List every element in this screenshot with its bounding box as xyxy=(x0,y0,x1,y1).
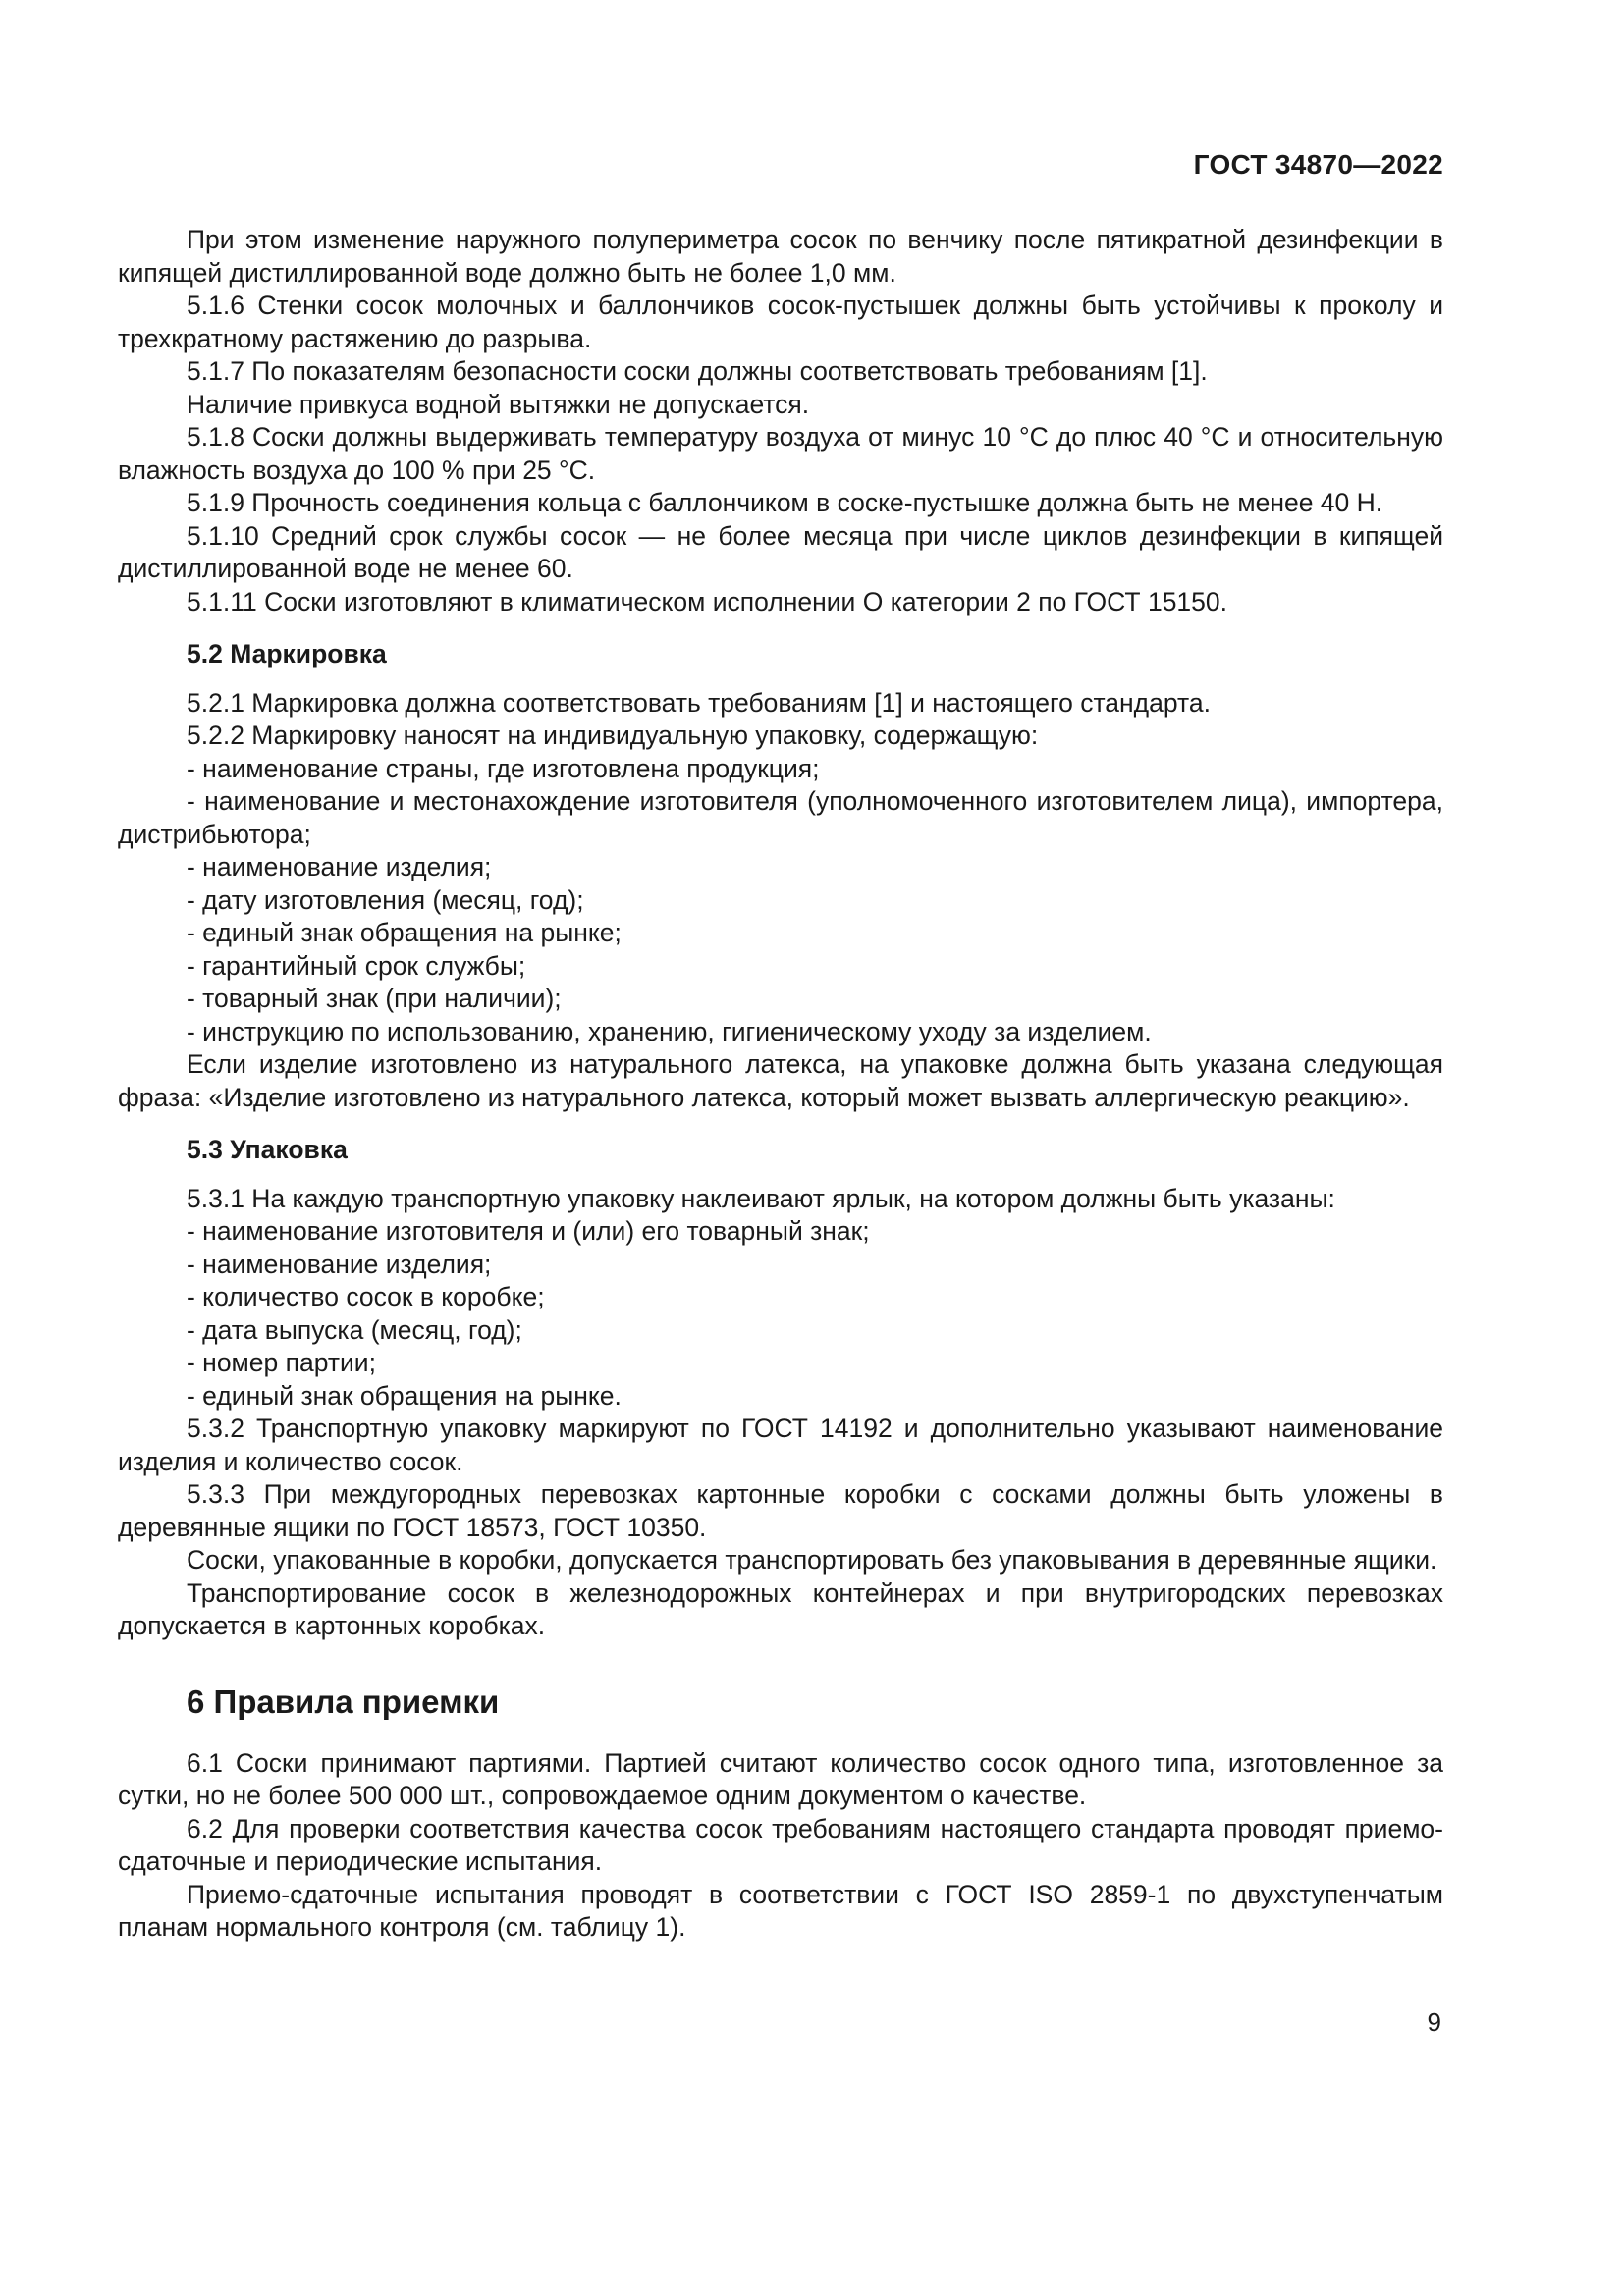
paragraph: 5.2.1 Маркировка должна соответствовать требованиям [1] и настоящего стандарта. xyxy=(187,687,1211,718)
paragraph: 5.1.9 Прочность соединения кольца с баллончиком в соске-пустышке должна быть не менее 40 Н. xyxy=(187,488,1383,517)
list-item: - количество сосок в коробке; xyxy=(187,1282,545,1311)
list-item: - наименование страны, где изготовлена продукция; xyxy=(187,753,820,783)
paragraph: Если изделие изготовлено из натурального латекса, на упаковке должна быть указана следующая фраза: «Изделие изготовлено из натурального латекса, который может вызвать аллергическую реакцию». xyxy=(118,1049,1443,1112)
paragraph: 6.1 Соски принимают партиями. Партией считают количество сосок одного типа, изготовленное за сутки, но не более 500 000 шт., сопровождаемое одним документом о качестве. xyxy=(118,1747,1443,1810)
section-heading-marking: 5.2 Маркировка xyxy=(187,639,387,668)
paragraph: 5.3.2 Транспортную упаковку маркируют по ГОСТ 14192 и дополнительно указывают наименование изделия и количество сосок. xyxy=(118,1414,1443,1476)
list-item: - товарный знак (при наличии); xyxy=(187,984,562,1013)
paragraph: 5.3.3 При междугородных перевозках картонные коробки с сосками должны быть уложены в деревянные ящики по ГОСТ 18573, ГОСТ 10350. xyxy=(118,1479,1443,1542)
list-item: - единый знак обращения на рынке. xyxy=(187,1380,622,1411)
section-packaging xyxy=(118,1183,1443,1643)
list-item: - дату изготовления (месяц, год); xyxy=(187,884,584,915)
list-item: - наименование изготовителя и (или) его товарный знак; xyxy=(187,1216,870,1246)
paragraph: 5.1.8 Соски должны выдерживать температуру воздуха от минус 10 °С до плюс 40 °С и относительную влажность воздуха до 100 % при 25 °С. xyxy=(118,422,1443,485)
section-heading-packaging: 5.3 Упаковка xyxy=(187,1135,348,1164)
page-number: 9 xyxy=(1427,2007,1441,2037)
list-item: - номер партии; xyxy=(187,1348,376,1377)
paragraph: 5.1.11 Соски изготовляют в климатическом исполнении О категории 2 по ГОСТ 15150. xyxy=(187,586,1228,616)
list-item: - наименование и местонахождение изготовителя (уполномоченного изготовителем лица), импортера, дистрибьютора; xyxy=(118,786,1443,849)
section-marking xyxy=(118,687,1443,1115)
list-item: - гарантийный срок службы; xyxy=(187,950,526,981)
paragraph: Соски, упакованные в коробки, допускается транспортировать без упаковывания в деревянные ящики. xyxy=(187,1545,1437,1575)
document-body xyxy=(118,224,1443,1945)
intro-block xyxy=(118,224,1443,618)
paragraph: 5.1.7 По показателям безопасности соски должны соответствовать требованиям [1]. xyxy=(187,356,1208,386)
paragraph: Транспортирование сосок в железнодорожных контейнерах и при внутригородских перевозках допускается в картонных коробках. xyxy=(118,1577,1443,1640)
section-acceptance xyxy=(118,1747,1443,1945)
paragraph: 5.1.6 Стенки сосок молочных и баллончиков сосок-пустышек должны быть устойчивы к проколу и трехкратному растяжению до разрыва. xyxy=(118,291,1443,353)
list-item: - инструкцию по использованию, хранению, гигиеническому уходу за изделием. xyxy=(187,1016,1152,1046)
paragraph: 6.2 Для проверки соответствия качества сосок требованиям настоящего стандарта проводят приемо-сдаточные и периодические испытания. xyxy=(118,1813,1443,1876)
paragraph: Приемо-сдаточные испытания проводят в соответствии с ГОСТ ISO 2859-1 по двухступенчатым планам нормального контроля (см. таблицу 1). xyxy=(118,1879,1443,1942)
paragraph: При этом изменение наружного полупериметра сосок по венчику после пятикратной дезинфекции в кипящей дистиллированной воде должно быть не более 1,0 мм. xyxy=(118,225,1443,288)
list-item: - единый знак обращения на рынке; xyxy=(187,918,622,947)
paragraph: 5.3.1 На каждую транспортную упаковку наклеивают ярлык, на котором должны быть указаны: xyxy=(187,1183,1335,1213)
document-header: ГОСТ 34870—2022 xyxy=(1193,149,1443,180)
section-heading-acceptance: 6 Правила приемки xyxy=(187,1682,500,1720)
paragraph: 5.1.10 Средний срок службы сосок — не более месяца при числе циклов дезинфекции в кипящей дистиллированной воде не менее 60. xyxy=(118,520,1443,583)
list-item: - наименование изделия; xyxy=(187,852,492,881)
paragraph: 5.2.2 Маркировку наносят на индивидуальную упаковку, содержащую: xyxy=(187,721,1039,750)
list-item: - дата выпуска (месяц, год); xyxy=(187,1314,522,1345)
paragraph: Наличие привкуса водной вытяжки не допускается. xyxy=(187,389,810,419)
list-item: - наименование изделия; xyxy=(187,1249,492,1279)
